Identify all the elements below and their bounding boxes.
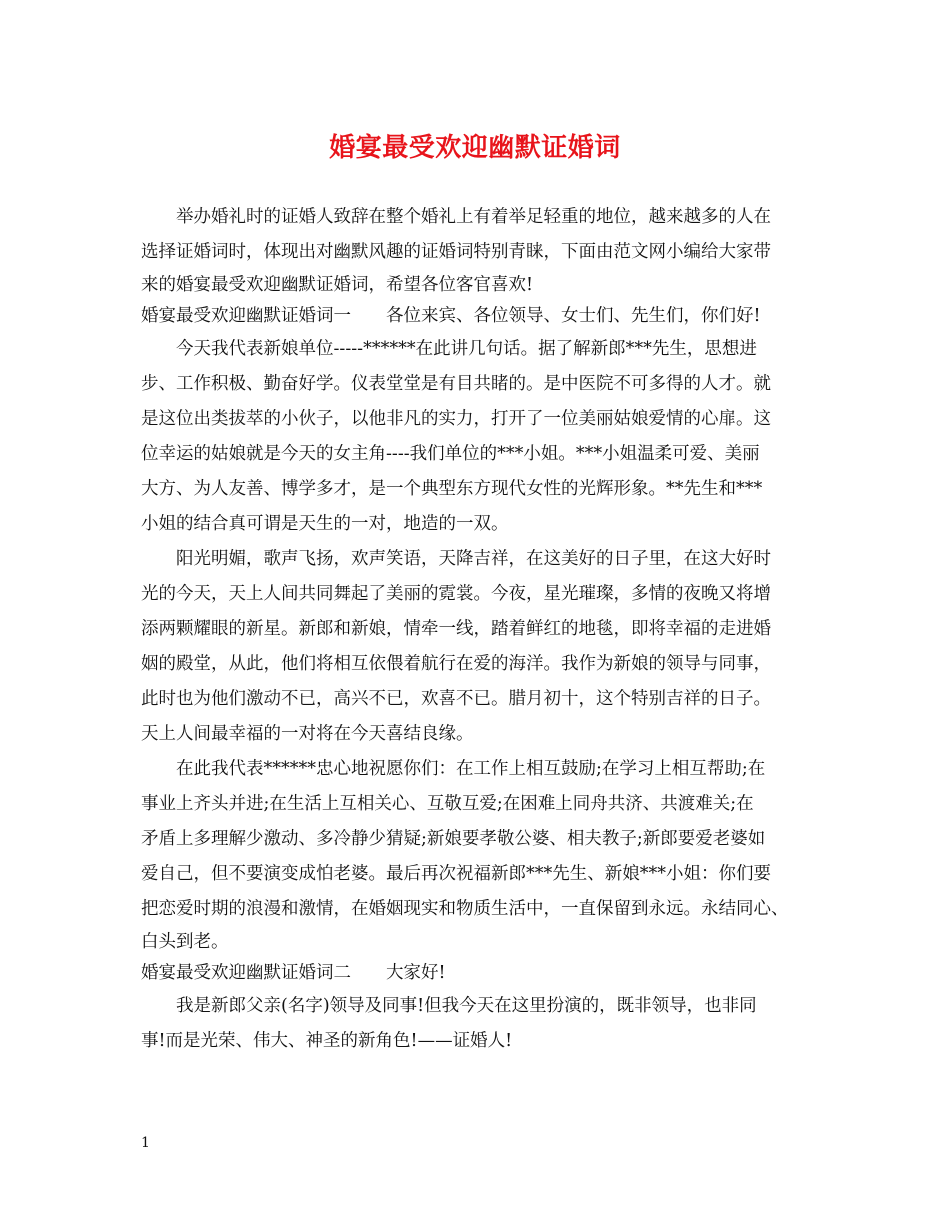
text-line: 今天我代表新娘单位-----******在此讲几句话。据了解新郎***先生，思想进 <box>141 339 757 359</box>
section-heading-one: 婚宴最受欢迎幽默证婚词一 各位来宾、各位领导、女士们、先生们，你们好! <box>141 306 761 326</box>
text-line: 天上人间最幸福的一对将在今天喜结良缘。 <box>141 724 474 744</box>
text-line: 矛盾上多理解少激动、多冷静少猜疑;新娘要孝敬公婆、相夫教子;新郎要爱老婆如 <box>141 829 766 849</box>
text-line: 是这位出类拔萃的小伙子，以他非凡的实力，打开了一位美丽姑娘爱情的心扉。这 <box>141 409 771 429</box>
text-line: 阳光明媚，歌声飞扬，欢声笑语，天降吉祥，在这美好的日子里，在这大好时 <box>141 549 771 569</box>
text-line: 来的婚宴最受欢迎幽默证婚词，希望各位客官喜欢! <box>141 275 534 295</box>
text-line: 事!而是光荣、伟大、神圣的新角色!——证婚人! <box>141 1031 513 1051</box>
text-line: 此时也为他们激动不已，高兴不已，欢喜不已。腊月初十，这个特别吉祥的日子。 <box>141 689 771 709</box>
text-line: 我是新郎父亲(名字)领导及同事!但我今天在这里扮演的，既非领导，也非同 <box>141 996 757 1016</box>
text-line: 举办婚礼时的证婚人致辞在整个婚礼上有着举足轻重的地位，越来越多的人在 <box>141 207 771 227</box>
section-heading-two: 婚宴最受欢迎幽默证婚词二 大家好! <box>141 963 446 983</box>
page-number: 1 <box>141 1135 150 1151</box>
text-line: 光的今天，天上人间共同舞起了美丽的霓裳。今夜，星光璀璨，多情的夜晚又将增 <box>141 584 771 604</box>
text-line: 大方、为人友善、博学多才，是一个典型东方现代女性的光辉形象。**先生和*** <box>141 479 763 499</box>
text-line: 添两颗耀眼的新星。新郎和新娘，情牵一线，踏着鲜红的地毯，即将幸福的走进婚 <box>141 619 771 639</box>
text-line: 爱自己，但不要演变成怕老婆。最后再次祝福新郎***先生、新娘***小姐：你们要 <box>141 864 771 884</box>
text-line: 选择证婚词时，体现出对幽默风趣的证婚词特别青睐，下面由范文网小编给大家带 <box>141 242 771 262</box>
text-line: 在此我代表******忠心地祝愿你们：在工作上相互鼓励;在学习上相互帮助;在 <box>141 759 766 779</box>
document-title: 婚宴最受欢迎幽默证婚词 <box>329 133 621 163</box>
text-line: 姻的殿堂，从此，他们将相互依偎着航行在爱的海洋。我作为新娘的领导与同事， <box>141 654 771 674</box>
text-line: 白头到老。 <box>141 932 229 952</box>
text-line: 位幸运的姑娘就是今天的女主角----我们单位的***小姐。***小姐温柔可爱、美丽 <box>141 444 760 464</box>
document-body <box>141 200 821 1059</box>
text-line: 小姐的结合真可谓是天生的一对，地造的一双。 <box>141 514 509 534</box>
text-line: 事业上齐头并进;在生活上互相关心、互敬互爱;在困难上同舟共济、共渡难关;在 <box>141 794 754 814</box>
text-line: 步、工作积极、勤奋好学。仪表堂堂是有目共睹的。是中医院不可多得的人才。就 <box>141 374 771 394</box>
text-line: 把恋爱时期的浪漫和激情，在婚姻现实和物质生活中，一直保留到永远。永结同心、 <box>141 899 789 919</box>
